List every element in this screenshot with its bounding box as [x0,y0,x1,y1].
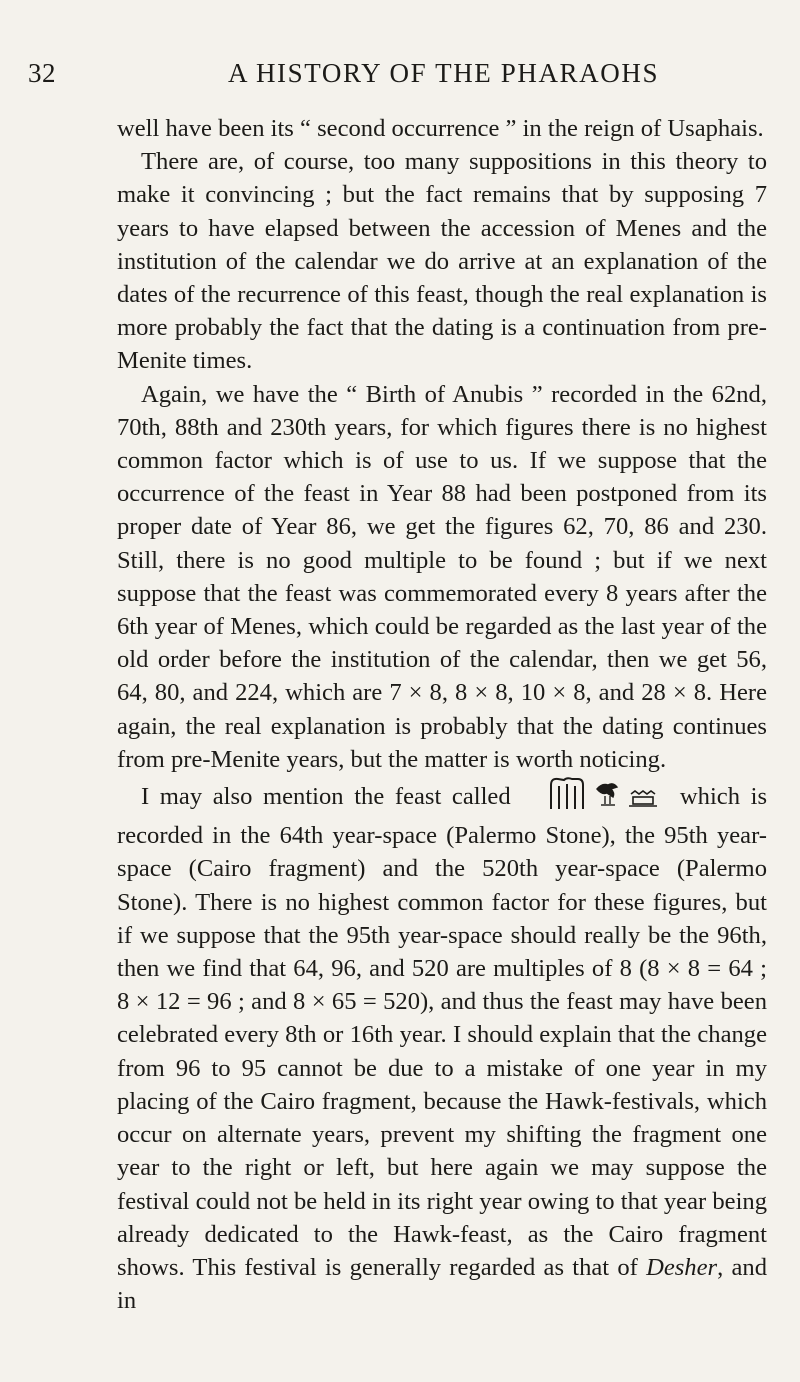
page-header [0,58,800,98]
hawk-hieroglyph-icon [597,784,617,805]
running-title: A HISTORY OF THE PHARAOHS [228,58,660,88]
paragraph-1: well have been its “ second occurrence ” in the reign of Usaphais. [117,115,764,142]
shrine-hieroglyph-icon [551,778,583,809]
hieroglyph-group [523,776,667,819]
page-number: 32 [28,58,56,88]
paragraph-4-end: , and in [117,1253,767,1315]
paragraph-4-start: I may also mention the feast called [141,783,511,811]
paragraph-4-rest: which is recorded in the 64th year-space (Palermo Stone), the 95th year-space (Cairo fragment) and the 520th year-space (Palermo Stone). There is no highest common factor for these figures, but if we suppose that the 95th year-space should really be the 96th, then we find that 64, 96, and 520 are multiples of 8 (8 × 8 = 64 ; 8 × 12 = 96 ; and 8 × 65 = 520), and thus the feast may have been celebrated every 8th or 16th year. I should explain that the change from 96 to 95 cannot be due to a mistake of one year in my placing of the Cairo fragment, because the Hawk-festivals, which occur on alternate years, prevent my shifting the fragment one year to the right or left, but here again we may suppose the festival could not be held in its right year owing to that year being already dedicated to the Hawk-feast, as the Cairo fragment shows. This festival is generally regarded as that of [117,783,768,1281]
italic-term: Desher [646,1253,718,1281]
hieroglyph-svg [547,776,667,810]
body-text [117,112,767,1317]
paragraph-2: There are, of course, too many suppositions in this theory to make it convincing ; but the fact remains that by supposing 7 years to have elapsed between the accession of Menes and the institution of the calendar we do arrive at an explanation of the dates of the recurrence of this feast, though the real explanation is more probably the fact that the dating is a continuation from pre-Menite times. [117,148,767,375]
paragraph-4 [117,776,767,1317]
water-sign-hieroglyph-icon [629,791,657,806]
paragraph-3: Again, we have the “ Birth of Anubis ” recorded in the 62nd, 70th, 88th and 230th years, for which figures there is no highest common factor which is of use to us. If we suppose that the occurrence of the feast in Year 88 had been postponed from its proper date of Year 86, we get the figures 62, 70, 86 and 230. Still, there is no good multiple to be found ; but if we next suppose that the feast was commemorated every 8 years after the 6th year of Menes, which could be regarded as the last year of the old order before the institution of the calendar, then we get 56, 64, 80, and 224, which are 7 × 8, 8 × 8, 10 × 8, and 28 × 8. Here again, the real explanation is probably that the dating continues from pre-Menite years, but the matter is worth noticing. [117,380,767,773]
